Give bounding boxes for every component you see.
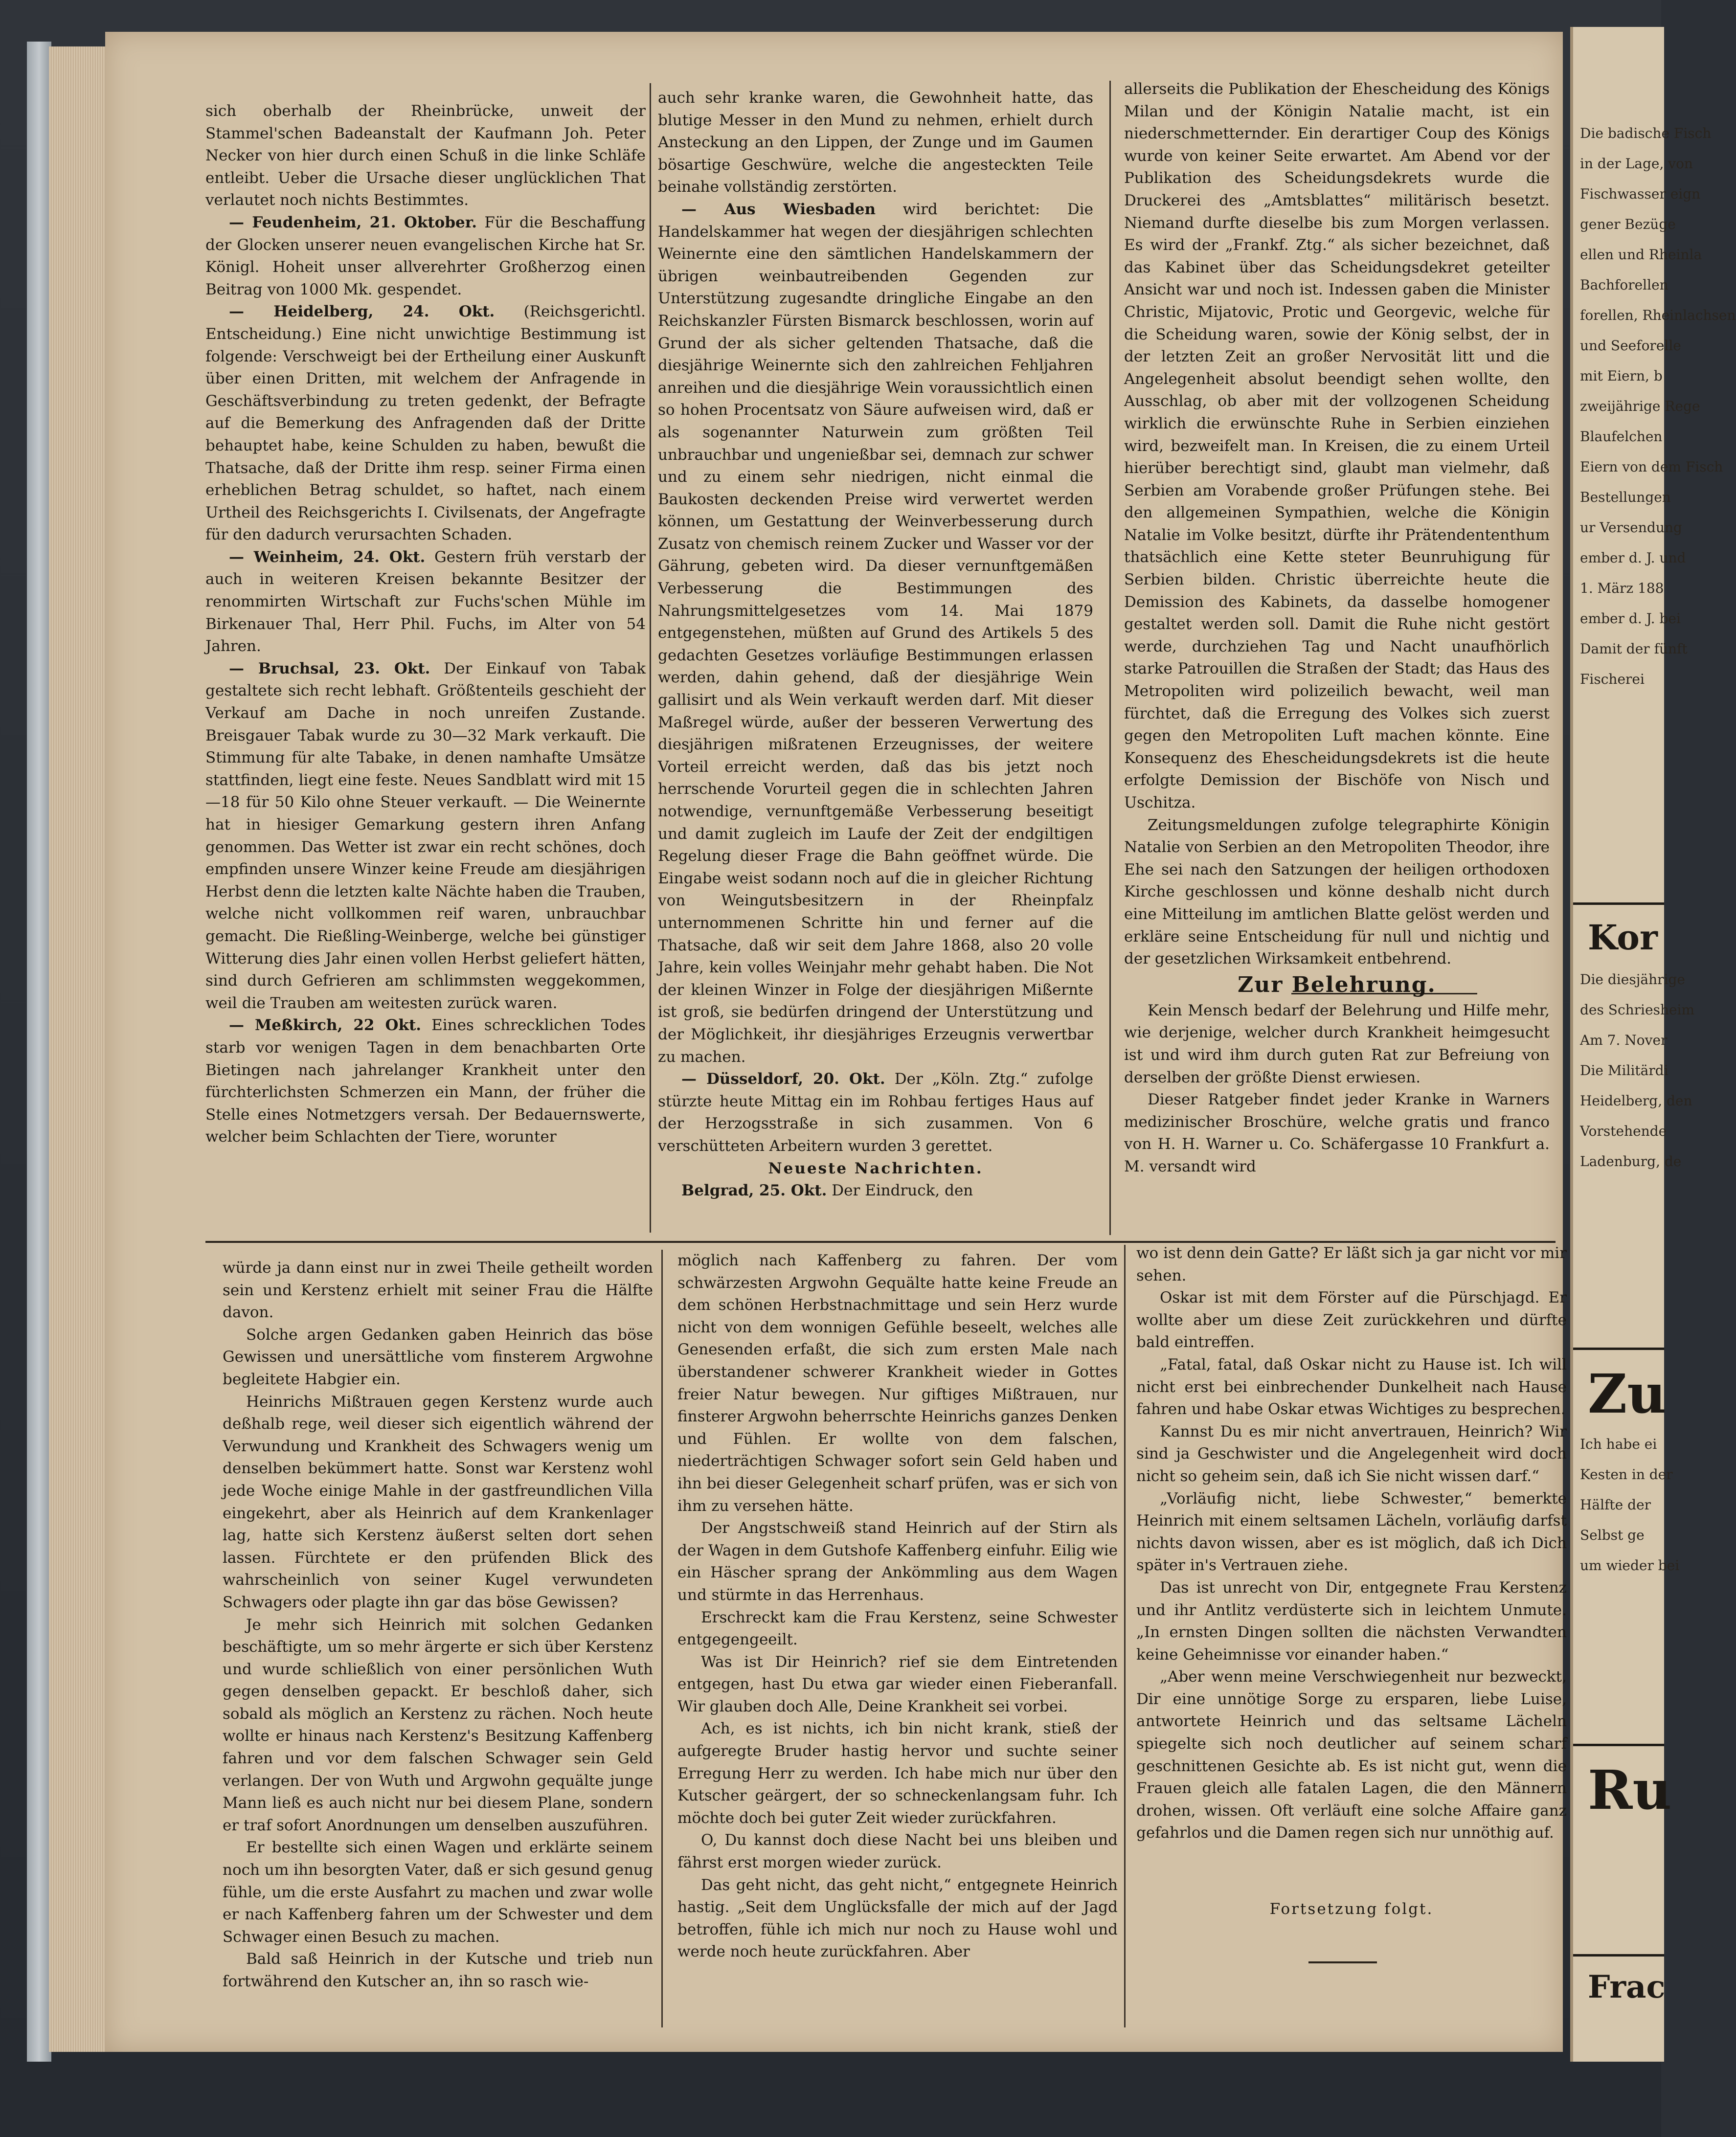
paragraph-text: Erschreckt kam die Frau Kerstenz, seine Schwester entgegengeeilt. [677, 1608, 1118, 1649]
paragraph-text: Je mehr sich Heinrich mit solchen Gedanken beschäftigte, um so mehr ärgerte er sich über Kerstenz und wurde schließlich von einer persönlichen Wuth gegen denselben gepackt. Er beschloß daher, sich sobald als möglich an Kerstenz zu rächen. Noch heute wollte er hinaus nach Kerstenz's Besitzung Kaffenberg fahren und vor dem falschen Schwager sein Geld verlangen. Der von Wuth und Argwohn gequälte junge Mann ließ es auch nicht nur bei diesem Plane, sondern er traf sofort Anordnungen um denselben auszuführen. [223, 1616, 653, 1834]
article-paragraph [223, 1948, 653, 1993]
article-paragraph [658, 1068, 1093, 1157]
centered-line: Fortsetzung folgt. [1269, 1900, 1434, 1918]
neighbor-rule [1573, 1744, 1664, 1746]
paragraph-text: wird berichtet: Die Handelskammer hat wegen der diesjährigen schlechten Weinernte eine den sämtlichen Handelskammern der übrigen weinbautreibenden Gegenden zur Unterstützung zugesandte dringliche Eingabe an den Reichskanzler Fürsten Bismarck beschlossen, worin auf Grund der als sicher geltenden Thatsache, daß die diesjährige Weinernte sich den zahlreichen Fehljahren anreihen und die diesjährige Wein voraussichtlich einen so hohen Procentsatz von Säure aufweisen wird, daß er als sogenannter Naturwein zum größten Teil unbrauchbar und ungenießbar sei, demnach zur schwer und zu einem sehr niedrigen, nicht einmal die Baukosten deckenden Preise wird verwertet werden können, um Gestattung der Weinverbesserung durch Zusatz von chemisch reinem Zucker und Wasser vor der Gährung, gebeten wird. Da dieser vernunftgemäßen Verbesserung die Bestimmungen des Nahrungsmittelgesetzes vom 14. Mai 1879 entgegenstehen, müßten auf Grund des Artikels 5 des gedachten Gesetzes vorläufige Bestimmungen erlassen werden, dahin gehend, daß der diesjährige Wein gallisirt und als Wein verkauft werden darf. Mit dieser Maßregel würde, außer der besseren Verwertung des diesjährigen mißratenen Erzeugnisses, der weitere Vorteil erreicht werden, daß das bis jetzt noch herrschende Vorurteil gegen die in schlechten Jahren notwendige, vernunftgemäße Verbesserung beseitigt und damit zugleich im Laufe der Zeit der endgiltigen Regelung dieser Frage die Bahn geöffnet würde. Die Eingabe weist sodann noch auf die in gleicher Richtung von Weingutsbesitzern in der Rheinpfalz unternommenen Schritte hin und ferner auf die Thatsache, daß wir seit dem Jahre 1868, also 20 volle Jahre, kein volles Weinjahr mehr gehabt haben. Die Not der kleinen Winzer in Folge der diesjährigen Mißernte ist groß, sie bedürfen dringend der Unterstützung und der Möglichkeit, ihr diesjähriges Erzeugnis verwertbar zu machen. [658, 200, 1093, 1066]
paragraph-text: Heinrichs Mißtrauen gegen Kerstenz wurde auch deßhalb rege, weil dieser sich eigentlich während der Verwundung und Krankheit des Schwagers wenig um denselben bekümmert hatte. Sonst war Kerstenz wohl jede Woche einige Mahle in der gastfreundlichen Villa eingekehrt, aber als Heinrich auf dem Krankenlager lag, hatte sich Kerstenz äußerst selten dort sehen lassen. Fürchtete er den prüfenden Blick des wahrscheinlich von seiner Kugel verwundeten Schwagers oder plagte ihn gar das böse Gewissen? [223, 1393, 653, 1611]
neighbor-text-fragment: ember d. J. und [1580, 550, 1686, 566]
paragraph-text: „Fatal, fatal, daß Oskar nicht zu Hause ist. Ich will nicht erst bei einbrechender Dunkelheit nach Hause fahren und habe Oskar etwas Wichtiges zu besprechen. [1136, 1355, 1567, 1418]
story-column-3 [1136, 1242, 1567, 2030]
dateline: — Bruchsal, 23. Okt. [229, 659, 430, 677]
column-divider [650, 83, 651, 1233]
neighbor-text-fragment: Bachforellen [1580, 277, 1668, 293]
neighbor-headline: Zu [1588, 1362, 1667, 1425]
paragraph-text: Ach, es ist nichts, ich bin nicht krank, stieß der aufgeregte Bruder hastig hervor und suchte seiner Erregung Herr zu werden. Ich habe mich nur über den Kutscher geärgert, der so schneckenlangsam fuhr. Ich möchte doch bei guter Zeit wieder zurückfahren. [677, 1720, 1118, 1827]
column-divider [661, 1250, 663, 2027]
paragraph-text: Dieser Ratgeber findet jeder Kranke in Warners medizinischer Broschüre, welche gratis und franco von H. H. Warner u. Co. Schäfergasse 10 Frankfurt a. M. versandt wird [1124, 1091, 1550, 1175]
neighbor-text-fragment: ur Versendung [1580, 519, 1682, 536]
article-paragraph [223, 1614, 653, 1837]
article-paragraph [1136, 1666, 1567, 1845]
article-paragraph [1124, 78, 1550, 814]
neighbor-text-fragment: mit Eiern, b [1580, 368, 1663, 384]
paragraph-text: Das ist unrecht von Dir, entgegnete Frau Kerstenz und ihr Antlitz verdüsterte sich in leichtem Unmute. „In ernsten Dingen sollten die nächsten Verwandten keine Geheimnisse vor einander haben.“ [1136, 1578, 1567, 1664]
article-paragraph [1136, 1354, 1567, 1421]
article-paragraph [677, 1829, 1118, 1874]
upper-column-3 [1124, 78, 1550, 1237]
neighbor-rule [1573, 902, 1664, 905]
article-paragraph [205, 301, 646, 546]
article-paragraph [658, 87, 1093, 199]
neighbor-text-fragment: Bestellungen [1580, 489, 1671, 505]
paragraph-text: Eines schrecklichen Todes starb vor wenigen Tagen in dem benachbarten Orte Bietingen nach jahrelanger Krankheit unter den fürchterlichsten Schmerzen ein Mann, der früher die Stelle eines Notmetzgers versah. Der Bedauernswerte, welcher beim Schlachten der Tiere, worunter [205, 1016, 646, 1146]
article-paragraph [677, 1607, 1118, 1651]
article-paragraph [223, 1391, 653, 1614]
article-paragraph [1136, 1242, 1567, 1287]
paragraph-text: Er bestellte sich einen Wagen und erklärte seinem noch um ihn besorgten Vater, daß er sich gesund genug fühle, um die erste Ausfahrt zu machen und zwar wolle er nach Kaffenberg fahren um der Schwester und dem Schwager einen Besuch zu machen. [223, 1839, 653, 1946]
story-column-2 [677, 1250, 1118, 2030]
article-paragraph [1124, 814, 1550, 970]
neighbor-rule [1573, 1954, 1664, 1957]
neighbor-text-fragment: Vorstehende [1580, 1123, 1667, 1139]
dateline: — Düsseldorf, 20. Okt. [681, 1070, 885, 1088]
dateline: — Weinheim, 24. Okt. [229, 548, 426, 566]
paragraph-text: Zeitungsmeldungen zufolge telegraphirte Königin Natalie von Serbien an den Metropoliten Theodor, ihre Ehe sei nach den Satzungen der heiligen orthodoxen Kirche geschlossen und könne deshalb nicht durch eine Mitteilung im amtlichen Blatte gelöst werden und erkläre seine Entscheidung für null und nichtig und der gesetzlichen Wirksamkeit entbehrend. [1124, 816, 1550, 968]
neighbor-headline: Ru [1588, 1758, 1672, 1822]
neighbor-text-fragment: Heidelberg, den [1580, 1093, 1692, 1109]
upper-column-2 [658, 87, 1093, 1232]
article-paragraph [658, 1180, 1093, 1202]
dateline: — Heidelberg, 24. Okt. [229, 303, 495, 321]
article-paragraph [1136, 1421, 1567, 1488]
paragraph-text: Was ist Dir Heinrich? rief sie dem Eintretenden entgegen, hast Du etwa gar wieder einen Fieberanfall. Wir glauben doch Alle, Deine Krankheit sei vorbei. [677, 1653, 1118, 1715]
article-paragraph [205, 1014, 646, 1148]
paragraph-text: würde ja dann einst nur in zwei Theile getheilt worden sein und Kerstenz erhielt mit seiner Frau die Hälfte davon. [223, 1259, 653, 1322]
article-paragraph [223, 1837, 653, 1948]
neighbor-headline: Frac [1588, 1969, 1666, 2005]
neighbor-text-fragment: Fischwasser eign [1580, 186, 1701, 202]
article-paragraph [1124, 1089, 1550, 1178]
article-paragraph [677, 1517, 1118, 1606]
paragraph-text: Kannst Du es mir nicht anvertrauen, Heinrich? Wir sind ja Geschwister und die Angelegenheit wird doch nicht so geheim sein, daß ich Sie nicht wissen darf.“ [1136, 1422, 1567, 1485]
neighbor-text-fragment: Ladenburg, de [1580, 1153, 1682, 1170]
story-end-rule [1308, 1961, 1377, 1963]
article-paragraph [223, 1324, 653, 1391]
article-paragraph [1124, 1000, 1550, 1089]
paragraph-text: Bald saß Heinrich in der Kutsche und trieb nun fortwährend den Kutscher an, ihn so rasch wie- [223, 1950, 653, 1990]
paragraph-text: wo ist denn dein Gatte? Er läßt sich ja gar nicht vor mir sehen. [1136, 1244, 1567, 1284]
neighbor-text-fragment: Ich habe ei [1580, 1436, 1657, 1452]
article-paragraph [677, 1250, 1118, 1517]
neighbor-text-fragment: in der Lage, von [1580, 156, 1693, 172]
neighbor-text-fragment: Damit der fünft [1580, 641, 1688, 657]
dateline: — Feudenheim, 21. Oktober. [229, 213, 477, 231]
paragraph-text: möglich nach Kaffenberg zu fahren. Der vom schwärzesten Argwohn Gequälte hatte keine Freude an dem schönen Herbstnachmittage und sein Herz wurde nicht von dem wonnigen Gefühle beseelt, welches alle Genesenden erfaßt, die sich zum ersten Male nach überstandener schwerer Krankheit wieder in Gottes freier Natur bewegen. Nur giftiges Mißtrauen, nur finsterer Argwohn beherrschte Heinrichs ganzes Denken und Fühlen. Er wollte von dem falschen, niederträchtigen Schwager sofort sein Geld haben und ihn bei dieser Gelegenheit scharf prüfen, was er sich von ihm zu versehen hätte. [677, 1252, 1118, 1515]
neighbor-text-fragment: Die badische Fisch [1580, 125, 1712, 141]
neighbor-text-fragment: des Schriesheim [1580, 1002, 1695, 1018]
paragraph-text: „Vorläufig nicht, liebe Schwester,“ bemerkte Heinrich mit einem seltsamen Lächeln, vorläufig darfst nichts davon wissen, aber es ist möglich, daß ich Dich später in's Vertrauen ziehe. [1136, 1489, 1567, 1575]
neighbor-text-fragment: gener Bezüge [1580, 216, 1676, 232]
article-paragraph [1136, 1577, 1567, 1666]
article-paragraph [658, 199, 1093, 1068]
paragraph-text: Der Angstschweiß stand Heinrich auf der Stirn als der Wagen in dem Gutshofe Kaffenberg einfuhr. Eilig wie ein Häscher sprang der Ankömmling aus dem Wagen und stürmte in das Herrenhaus. [677, 1519, 1118, 1604]
neighbor-text-fragment: Die diesjährige [1580, 971, 1685, 988]
article-paragraph [1136, 1488, 1567, 1577]
neighbor-text-fragment: Am 7. Nover [1580, 1032, 1668, 1048]
paragraph-text: „Aber wenn meine Verschwiegenheit nur bezweckt, Dir eine unnötige Sorge zu ersparen, liebe Luise, antwortete Heinrich und das seltsame Lächeln spiegelte sich noch deutlicher auf seinem scharf geschnittenen Gesichte ab. Es ist nicht gut, wenn die Frauen gleich alle fatalen Lagen, die den Männern drohen, wissen. Oft verläuft eine solche Affaire ganz gefahrlos und die Damen regen sich nur unnöthig auf. [1136, 1668, 1567, 1842]
section-heading: Zur Belehrung. [1238, 972, 1436, 997]
paragraph-text: Solche argen Gedanken gaben Heinrich das böse Gewissen und unersättliche vom finsterem Argwohne begleitete Habgier ein. [223, 1326, 653, 1388]
paragraph-text: sich oberhalb der Rheinbrücke, unweit der Stammel'schen Badeanstalt der Kaufmann Joh. Peter Necker von hier durch einen Schuß in die linke Schläfe entleibt. Ueber die Ursache dieser unglücklichen That verlautet noch nichts Bestimmtes. [205, 102, 646, 209]
neighbor-headline: Kor [1588, 917, 1658, 958]
neighbor-text-fragment: ember d. J. bei [1580, 610, 1681, 627]
article-paragraph [677, 1874, 1118, 1963]
article-paragraph [205, 546, 646, 658]
neighbor-rule [1573, 1348, 1664, 1350]
paragraph-text: O, Du kannst doch diese Nacht bei uns bleiben und fährst erst morgen wieder zurück. [677, 1831, 1118, 1872]
paragraph-text: Der „Köln. Ztg.“ zufolge stürzte heute Mittag ein im Rohbau fertiges Haus auf der Herzogsstraße in sich zusammen. Von 6 verschütteten Arbeitern wurden 3 gerettet. [658, 1070, 1093, 1155]
column-divider [1109, 81, 1111, 1235]
article-paragraph [205, 658, 646, 1015]
neighbor-text-fragment: und Seeforelle [1580, 337, 1681, 354]
paragraph-text: Gestern früh verstarb der auch in weiteren Kreisen bekannte Besitzer der renommirten Wirtschaft zur Fuchs'schen Mühle im Birkenauer Thal, Herr Phil. Fuchs, im Alter von 54 Jahren. [205, 548, 646, 655]
page-stack-edge [49, 46, 105, 2052]
upper-column-1 [205, 100, 646, 1225]
paragraph-text: auch sehr kranke waren, die Gewohnheit hatte, das blutige Messer in den Mund zu nehmen, erhielt durch Ansteckung an den Lippen, der Zunge und im Gaumen bösartige Geschwüre, welche die angesteckten Teile beinahe vollständig zerstörten. [658, 89, 1093, 196]
article-paragraph [1136, 1287, 1567, 1354]
article-paragraph [205, 212, 646, 301]
paragraph-text: Das geht nicht, das geht nicht,“ entgegnete Heinrich hastig. „Seit dem Unglücksfalle der mich auf der Jagd betroffen, fühle ich mich nur noch zu Hause wohl und werde noch heute zurückfahren. Aber [677, 1876, 1118, 1961]
neighbor-text-fragment: Hälfte der [1580, 1497, 1651, 1513]
story-column-1 [223, 1257, 653, 2025]
article-paragraph [205, 100, 646, 212]
dateline: — Meßkirch, 22 Okt. [229, 1016, 422, 1035]
neighbor-text-fragment: um wieder bei [1580, 1557, 1680, 1574]
article-paragraph [223, 1257, 653, 1324]
article-paragraph [677, 1651, 1118, 1718]
neighbor-page-strip [1570, 27, 1736, 2062]
column-divider [1124, 1245, 1126, 2027]
dateline: Belgrad, 25. Okt. [681, 1182, 827, 1200]
article-paragraph [677, 1718, 1118, 1829]
paragraph-text: Der Einkauf von Tabak gestaltete sich recht lebhaft. Größtenteils geschieht der Verkauf am Dache in noch unreifen Zustande. Breisgauer Tabak wurde zu 30—32 Mark verkauft. Die Stimmung für alte Tabake, in denen namhafte Umsätze stattfinden, liegt eine feste. Neues Sandblatt wird mit 15—18 für 50 Kilo ohne Steuer verkauft. — Die Weinernte hat in hiesiger Gemarkung gestern ihren Anfang genommen. Das Wetter ist zwar ein recht schönes, doch empfinden unsere Winzer keine Freude am diesjährigen Herbst denn die letzten kalte Nächte haben die Trauben, welche nicht vollkommen reif waren, unbrauchbar gemacht. Die Rießling-Weinberge, welche bei günstiger Witterung dies Jahr einen vollen Herbst geliefert hätten, sind durch Gefrieren am schlimmsten weggekommen, weil die Trauben am weitesten zurück waren. [205, 659, 646, 1012]
paragraph-text: allerseits die Publikation der Ehescheidung des Königs Milan und der Königin Natalie macht, ist ein niederschmetternder. Ein derartiger Coup des Königs wurde von keiner Seite erwartet. Am Abend vor der Publikation des Scheidungsdekrets wurde die Druckerei des „Amtsblattes“ militärisch besetzt. Niemand durfte dieselbe bis zum Morgen verlassen. Es wird der „Frankf. Ztg.“ als sicher bezeichnet, daß das Kabinet über das Scheidungsdekret geteilter Ansicht war und noch ist. Indessen gaben die Minister Christic, Mijatovic, Protic und Georgevic, welche für die Scheidung waren, sowie der König selbst, der in der letzten Zeit an großer Nervosität litt und die Angelegenheit absolut beendigt sehen wollte, den Ausschlag, ob aber mit der vollzogenen Scheidung wirklich die erwünschte Ruhe in Serbien einziehen wird, bezweifelt man. In Kreisen, die zu einem Urteil hierüber berechtigt sind, glaubt man vielmehr, daß Serbien am Vorabende großer Prüfungen stehe. Bei den allgemeinen Sympathien, welche die Königin Natalie im Volke besitzt, dürfte ihr Prätendententhum thatsächlich eine Kette steter Beunruhigung für Serbien bilden. Christic überreichte heute die Demission des Kabinets, da dasselbe homogener gestaltet werden soll. Damit die Ruhe nicht gestört werde, durchziehen Tag und Nacht unaufhörlich starke Patrouillen die Straßen der Stadt; das Haus des Metropoliten wird polizeilich bewacht, weil man fürchtet, daß die Erregung des Volkes sich zuerst gegen den Metropoliten Luft machen könnte. Eine Konsequenz des Ehescheidungsdekrets ist die heute erfolgte Demission der Bischöfe von Nisch und Uschitza. [1124, 80, 1550, 811]
paragraph-text: Für die Beschaffung der Glocken unserer neuen evangelischen Kirche hat Sr. Königl. Hoheit unser allverehrter Großherzog einen Beitrag von 1000 Mk. gespendet. [205, 213, 646, 298]
neighbor-text-fragment: ellen und Rheinla [1580, 247, 1702, 263]
paragraph-text: Oskar ist mit dem Förster auf die Pürschjagd. Er wollte aber um diese Zeit zurückkehren und dürfte bald eintreffen. [1136, 1289, 1567, 1351]
centered-line: Neueste Nachrichten. [768, 1159, 983, 1177]
paragraph-text: Der Eindruck, den [827, 1182, 973, 1200]
neighbor-text-fragment: forellen, Rheinlachsen [1580, 307, 1736, 323]
neighbor-text-fragment: Blaufelchen [1580, 428, 1663, 445]
neighbor-text-fragment: Kesten in der [1580, 1466, 1673, 1483]
paragraph-text: (Reichsgerichtl. Entscheidung.) Eine nicht unwichtige Bestimmung ist folgende: Verschweigt bei der Ertheilung einer Auskunft über einen Dritten, mit welchem der Anfragende in Geschäftsverbindung zu treten gedenkt, der Befragte auf die Bemerkung des Anfragenden daß der Dritte behauptet habe, keine Schulden zu haben, bewußt die Thatsache, daß der Dritte ihm resp. seiner Firma einen erheblichen Betrag schuldet, so haftet, nach einem Urtheil des Reichsgerichts I. Civilsenats, der Angefragte für den dadurch verursachten Schaden. [205, 303, 646, 544]
neighbor-text-fragment: Eiern von dem Fisch [1580, 459, 1723, 475]
neighbor-text-fragment: Selbst ge [1580, 1527, 1645, 1543]
paragraph-text: Kein Mensch bedarf der Belehrung und Hilfe mehr, wie derjenige, welcher durch Krankheit heimgesucht ist und wird ihm durch guten Rat zur Befreiung von derselben der größte Dienst erwiesen. [1124, 1001, 1550, 1086]
neighbor-text-fragment: 1. März 188 [1580, 580, 1664, 596]
dateline: — Aus Wiesbaden [681, 200, 876, 218]
neighbor-text-fragment: Die Militärdi [1580, 1062, 1668, 1079]
neighbor-text-fragment: zweijährige Rege [1580, 398, 1700, 414]
neighbor-text-fragment: Fischerei [1580, 671, 1645, 687]
book-binding [27, 42, 51, 2062]
